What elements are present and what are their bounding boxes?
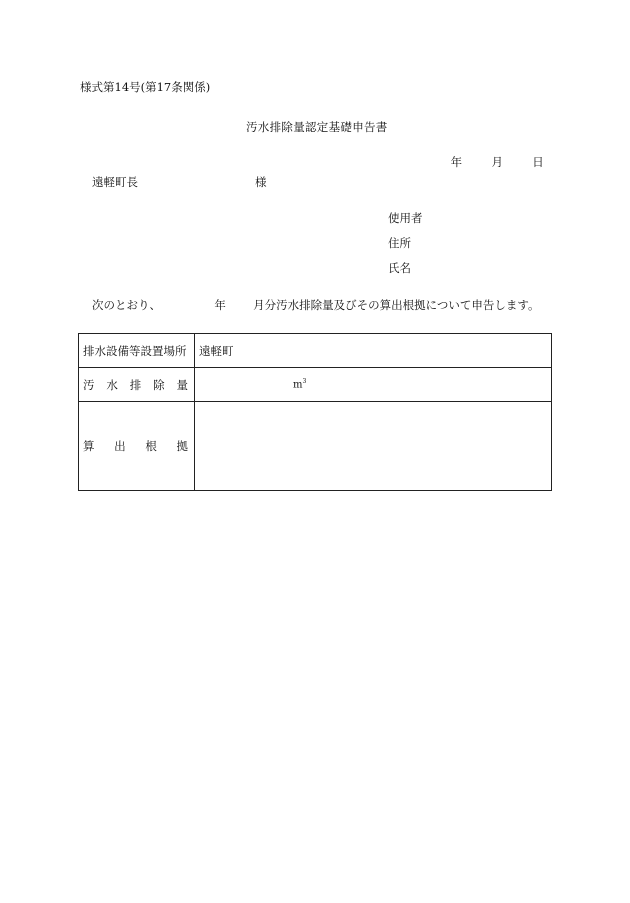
calculation-basis-char: 根 [145, 439, 157, 453]
drainage-location-value[interactable]: 遠軽町 [195, 334, 552, 368]
calculation-basis-char: 算 [83, 439, 95, 453]
date-month-label: 月 [491, 155, 503, 169]
applicant-user-label: 使用者 [388, 211, 423, 225]
statement-suffix: 月分汚水排除量及びその算出根拠について申告します。 [253, 298, 540, 312]
calculation-basis-label [79, 402, 195, 491]
sewage-volume-char: 水 [106, 377, 118, 392]
date-year-label: 年 [450, 155, 463, 169]
declaration-table [78, 333, 552, 491]
addressee-honorific: 様 [255, 175, 267, 189]
declaration-statement [92, 300, 539, 312]
document-title: 汚水排除量認定基礎申告書 [246, 120, 388, 134]
applicant-address-label: 住所 [388, 236, 411, 250]
cubic-meter-unit: $m^3$ [293, 378, 307, 391]
table-row [79, 334, 552, 368]
applicant-name-label: 氏名 [388, 261, 411, 275]
addressee-name: 遠軽町長 [92, 175, 138, 189]
table-row [79, 368, 552, 402]
date-line [447, 157, 544, 169]
sewage-volume-char: 除 [153, 377, 165, 392]
sewage-volume-char: 排 [129, 377, 142, 392]
sewage-volume-label [79, 368, 195, 402]
calculation-basis-value[interactable] [195, 402, 552, 491]
statement-year-label: 年 [214, 298, 226, 312]
sewage-volume-value[interactable] [195, 368, 552, 402]
calculation-basis-char: 出 [114, 439, 126, 453]
date-day-label: 日 [532, 155, 544, 169]
calculation-basis-char: 拠 [176, 439, 188, 453]
statement-prefix: 次のとおり、 [92, 298, 161, 312]
sewage-volume-char: 量 [176, 377, 188, 392]
table-row [79, 402, 552, 491]
form-number: 様式第14号(第17条関係) [80, 80, 211, 94]
sewage-volume-char: 汚 [83, 377, 95, 392]
drainage-location-label: 排水設備等設置場所 [79, 334, 195, 368]
